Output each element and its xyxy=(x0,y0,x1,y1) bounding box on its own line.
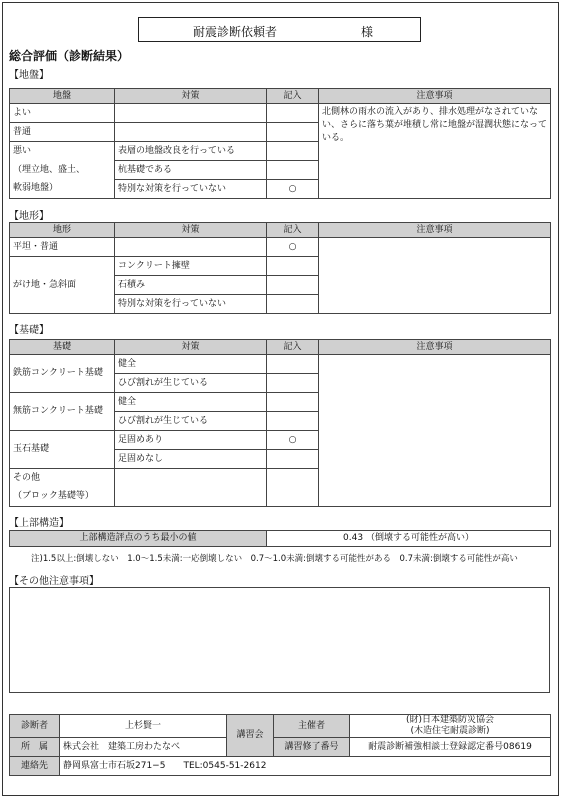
terrain-col-measure: 対策 xyxy=(115,223,267,238)
ground-section-title: 【地盤】 xyxy=(9,70,49,81)
foundation-note xyxy=(319,355,551,507)
ground-col-note: 注意事項 xyxy=(319,89,551,104)
terrain-note xyxy=(319,238,551,314)
terrain-row-mark xyxy=(267,276,319,295)
foundation-row-mark xyxy=(267,412,319,431)
foundation-row-label2: （ブロック基礎等） xyxy=(10,488,115,507)
ground-row-label: 普通 xyxy=(10,123,115,142)
terrain-col-terrain: 地形 xyxy=(10,223,115,238)
foundation-col-measure: 対策 xyxy=(115,340,267,355)
honorific: 様 xyxy=(361,25,374,39)
other-notes-box xyxy=(9,587,550,693)
ground-row-measure: 表層の地盤改良を行っている xyxy=(115,142,267,161)
terrain-row-measure: コンクリート擁壁 xyxy=(115,257,267,276)
requester-label: 耐震診断依頼者 xyxy=(193,25,278,39)
foundation-col-foundation: 基礎 xyxy=(10,340,115,355)
ground-col-mark: 記入 xyxy=(267,89,319,104)
ground-row-measure xyxy=(115,104,267,123)
foundation-row-measure: ひび割れが生じている xyxy=(115,374,267,393)
ground-row-label: 悪い xyxy=(10,142,115,161)
upper-value: 0.43 （倒壊する可能性が高い） xyxy=(267,531,551,547)
ground-row-mark xyxy=(267,123,319,142)
organizer-line1: (財)日本建築防災協会 xyxy=(405,715,495,725)
contact-label: 連絡先 xyxy=(10,757,60,776)
foundation-row-mark xyxy=(267,450,319,469)
ground-row-measure xyxy=(115,123,267,142)
terrain-row-mark: ○ xyxy=(267,238,319,257)
upper-label: 上部構造評点のうち最小の値 xyxy=(10,531,267,547)
cert-value: 耐震診断補強相談士登録認定番号08619 xyxy=(350,738,551,757)
ground-row-mark xyxy=(267,161,319,180)
foundation-table xyxy=(9,339,551,507)
foundation-row-mark xyxy=(267,355,319,374)
affiliation-value: 株式会社 建築工房わたなべ xyxy=(60,738,227,757)
course-label: 講習会 xyxy=(227,715,274,757)
terrain-col-mark: 記入 xyxy=(267,223,319,238)
ground-row-label: よい xyxy=(10,104,115,123)
ground-row-mark xyxy=(267,142,319,161)
organizer-label: 主催者 xyxy=(274,715,350,738)
foundation-row-measure: 足固めあり xyxy=(115,431,267,450)
foundation-row-label: 無筋コンクリート基礎 xyxy=(10,393,115,431)
foundation-row-measure: ひび割れが生じている xyxy=(115,412,267,431)
terrain-section-title: 【地形】 xyxy=(9,211,49,222)
foundation-row-measure: 健全 xyxy=(115,393,267,412)
ground-row-measure: 特別な対策を行っていない xyxy=(115,180,267,199)
diagnostician-name: 上杉賢一 xyxy=(60,715,227,738)
foundation-row-mark xyxy=(267,393,319,412)
terrain-row-label: 平坦・普通 xyxy=(10,238,115,257)
foundation-row-label: 鉄筋コンクリート基礎 xyxy=(10,355,115,393)
affiliation-label: 所 属 xyxy=(10,738,60,757)
terrain-row-mark xyxy=(267,257,319,276)
foundation-row-label: 玉石基礎 xyxy=(10,431,115,469)
summary-title: 総合評価（診断結果） xyxy=(9,49,130,63)
terrain-table xyxy=(9,222,551,314)
foundation-row-measure: 健全 xyxy=(115,355,267,374)
organizer xyxy=(350,715,551,738)
upper-section-title: 【上部構造】 xyxy=(9,518,69,529)
upper-footnote: 注)1.5以上:倒壊しない 1.0〜1.5未満:一応倒壊しない 0.7〜1.0未満:倒壊する可能性がある 0.7未満:倒壊する可能性が高い xyxy=(31,554,518,564)
footer-table xyxy=(9,714,551,776)
ground-row-mark xyxy=(267,104,319,123)
other-section-title: 【その他注意事項】 xyxy=(9,576,99,587)
foundation-row-measure xyxy=(115,469,267,507)
contact-value: 静岡県富士市石坂271−5 TEL:0545-51-2612 xyxy=(60,757,551,776)
foundation-col-note: 注意事項 xyxy=(319,340,551,355)
terrain-row-label: がけ地・急斜面 xyxy=(10,257,115,314)
ground-table xyxy=(9,88,551,199)
cert-label: 講習修了番号 xyxy=(274,738,350,757)
terrain-row-measure: 石積み xyxy=(115,276,267,295)
ground-row-mark: ○ xyxy=(267,180,319,199)
foundation-row-mark xyxy=(267,469,319,507)
ground-col-ground: 地盤 xyxy=(10,89,115,104)
upper-table xyxy=(9,530,551,547)
foundation-row-measure: 足固めなし xyxy=(115,450,267,469)
requester-box xyxy=(138,17,421,42)
foundation-row-label: その他 xyxy=(10,469,115,488)
organizer-line2: (木造住宅耐震診断) xyxy=(410,726,490,736)
foundation-row-mark: ○ xyxy=(267,431,319,450)
foundation-row-mark xyxy=(267,374,319,393)
foundation-col-mark: 記入 xyxy=(267,340,319,355)
terrain-row-measure xyxy=(115,238,267,257)
ground-row-label: 軟弱地盤） xyxy=(10,180,115,199)
diagnostician-label: 診断者 xyxy=(10,715,60,738)
terrain-row-mark xyxy=(267,295,319,314)
ground-row-label: （埋立地、盛土、 xyxy=(10,161,115,180)
ground-row-measure: 杭基礎である xyxy=(115,161,267,180)
terrain-row-measure: 特別な対策を行っていない xyxy=(115,295,267,314)
terrain-col-note: 注意事項 xyxy=(319,223,551,238)
foundation-section-title: 【基礎】 xyxy=(9,325,49,336)
ground-note: 北側林の雨水の流入があり、排水処理がなされていない、さらに落ち葉が堆積し常に地盤が湿潤状態になっている。 xyxy=(319,104,551,199)
ground-col-measure: 対策 xyxy=(115,89,267,104)
